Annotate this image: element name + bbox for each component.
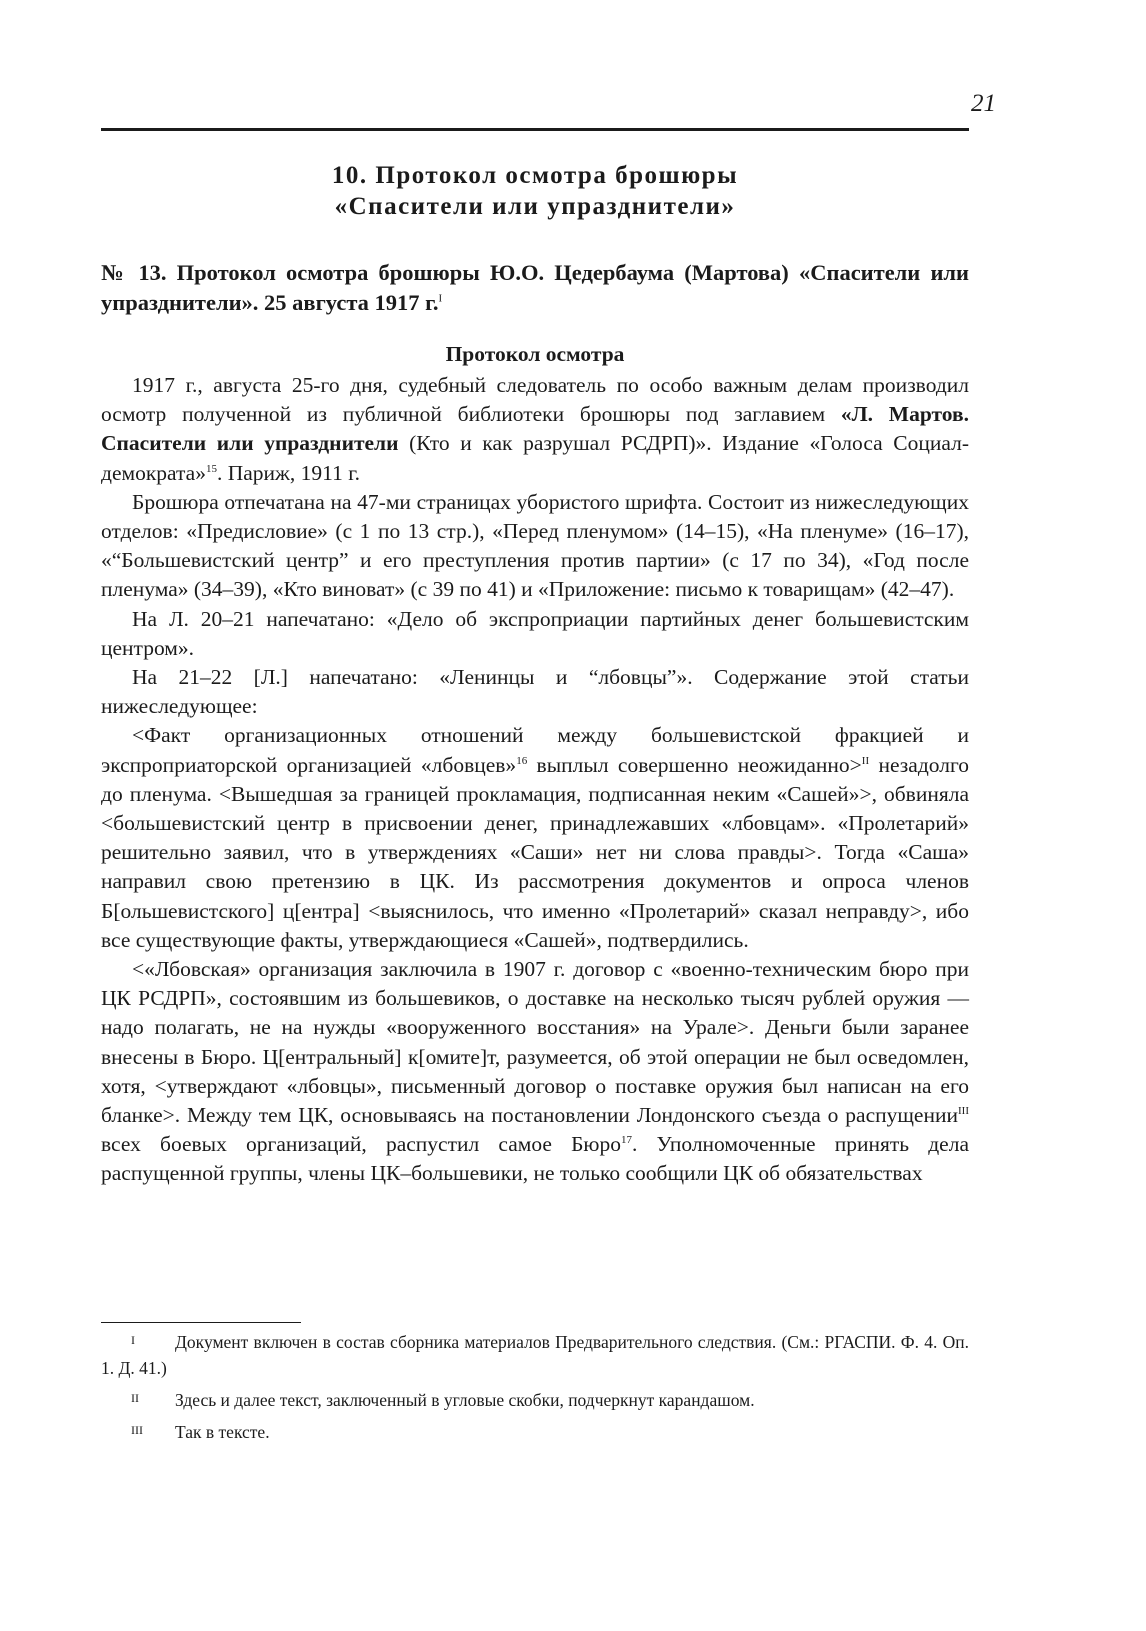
paragraph-5-text-c: незадолго до пленума. <Вышедшая за границей прокламация, подписанная неким «Сашей»>, обвиняла <большевистский центр в присвоении денег, принадлежавших «лбовцам». «Пролетарий» решительно заявил, что в утверждениях «Саши» нет ни слова правды>. Тогда «Саша» направил свою претензию в ЦК. Из рассмотрения документов и опроса членов Б[ольшевистского] ц[ентра] <выяснилось, что именно «Пролетарий» сказал неправду>, ибо все существующие факты, утверждающиеся «Сашей», подтвердились. <box>101 752 969 952</box>
footnote-3 <box>101 1419 969 1445</box>
footnote-2 <box>101 1387 969 1413</box>
document-title <box>101 258 969 318</box>
paragraph-5-text-a: <Факт организационных отношений между большевистской фракцией и экспроприаторской организацией «лбовцев» <box>101 723 969 777</box>
paragraph-6 <box>101 955 969 1189</box>
footnote-ref: 15 <box>205 462 217 475</box>
document-title-text: № 13. Протокол осмотра брошюры Ю.О. Цедербаума (Мартова) «Спасители или упразднители». 25 августа 1917 г. <box>101 260 969 315</box>
footnote-text: Так в тексте. <box>175 1422 270 1442</box>
paragraph-2: Брошюра отпечатана на 47-ми страницах убористого шрифта. Состоит из нижеследующих отделов: «Предисловие» (с 1 по 13 стр.), «Перед пленумом» (14–15), «На пленуме» (16–17), «“Большевистский центр” и его преступления против партии» (с 17 по 34), «Год после пленума» (34–39), «Кто виноват» (с 39 по 41) и «Приложение: письмо к товарищам» (42–47). <box>101 489 969 602</box>
footnote-ref: 16 <box>516 754 528 767</box>
paragraph-1 <box>101 371 969 488</box>
paragraph-4: На 21–22 [Л.] напечатано: «Ленинцы и “лбовцы”». Содержание этой статьи нижеследующее: <box>101 665 969 719</box>
footnotes <box>101 1322 969 1451</box>
paragraph-5-text-b: выплыл совершенно неожиданно> <box>527 752 862 777</box>
paragraph-5 <box>101 721 969 955</box>
protocol-subheading: Протокол осмотра <box>445 342 625 366</box>
footnote-ref: I <box>438 292 443 305</box>
paragraph-6-text-a: <«Лбовская» организация заключила в 1907 г. договор с «военно-техническим бюро при ЦК РСДРП», состоявшим из большевиков, о доставке на несколько тысяч рублей оружия — надо полагать, не на нужды «вооруженного восстания» на Урале>. Деньги были заранее внесены в Бюро. Ц[ентральный] к[омите]т, разумеется, об этой операции не был осведомлен, хотя, <утверждают «лбовцы», письменный договор о поставке оружия был написан на его бланке>. Между тем ЦК, основываясь на постановлении Лондонского съезда о распущении <box>101 957 969 1128</box>
footnote-text: Здесь и далее текст, заключенный в угловые скобки, подчеркнут карандашом. <box>175 1390 755 1410</box>
footnote-marker: III <box>131 1423 143 1437</box>
paragraph-6-text-b: всех боевых организаций, распустил самое Бюро <box>101 1132 621 1157</box>
paragraph-6-text-c: . Уполномоченные принять дела распущенной группы, члены ЦК–большевики, не только сообщили ЦК об обязательствах <box>101 1132 969 1186</box>
paragraph-1-bold-title: «Л. Мартов. Спасители или упразднители <box>101 402 970 456</box>
page-body <box>101 160 969 1189</box>
section-title-line-1: 10. Протокол осмотра брошюры <box>331 162 739 189</box>
paragraph-1-text-b: (Кто и как разрушал РСДРП)». Издание «Голоса Социал-демократа» <box>101 431 969 485</box>
footnote-ref: II <box>861 754 870 767</box>
page-number: 21 <box>971 90 996 117</box>
paragraph-1-text-c: . Париж, 1911 г. <box>216 460 361 485</box>
footnote-ref: III <box>958 1104 969 1117</box>
footnote-ref: 17 <box>620 1134 632 1147</box>
section-title-line-2: «Спасители или упразднители» <box>334 193 736 220</box>
paragraph-3: На Л. 20–21 напечатано: «Дело об экспроприации партийных денег большевистским центром». <box>101 606 969 660</box>
footnote-text: Документ включен в состав сборника материалов Предварительного следствия. (См.: РГАСПИ. Ф. 4. Оп. 1. Д. 41.) <box>101 1332 969 1378</box>
footnote-marker: II <box>131 1391 139 1405</box>
footnote-1 <box>101 1329 969 1381</box>
header-rule <box>101 128 969 131</box>
footnote-marker: I <box>131 1333 135 1347</box>
paragraph-1-text: 1917 г., августа 25-го дня, судебный следователь по особо важным делам производил осмотр полученной из публичной библиотеки брошюры под заглавием <box>101 373 969 427</box>
footnote-rule <box>101 1322 301 1323</box>
section-title <box>101 160 969 222</box>
